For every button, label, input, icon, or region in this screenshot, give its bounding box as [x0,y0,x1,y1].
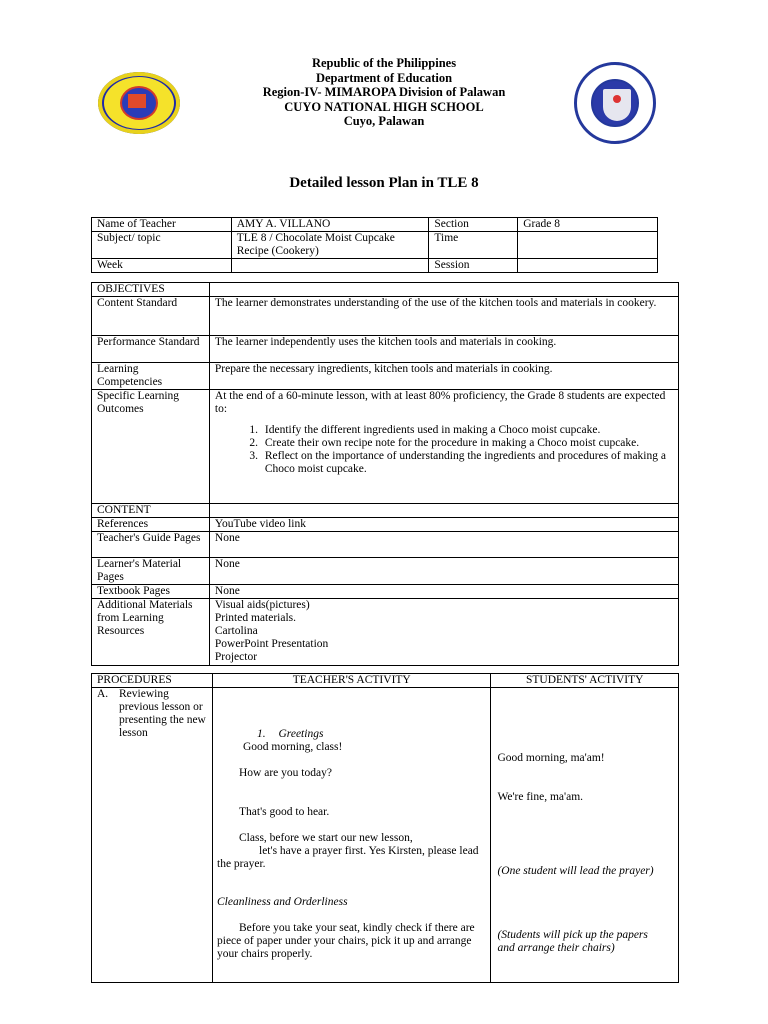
performance-standard-text: The learner independently uses the kitchen tools and materials in cooking. [209,336,678,363]
week-label: Week [92,259,232,273]
subject-label: Subject/ topic [92,232,232,259]
additional-label: Additional Materials from Learning Resources [92,599,210,666]
tb-label: Textbook Pages [92,585,210,599]
teacher-how-are-you: How are you today? [239,767,332,779]
step-letter: A. [97,688,109,700]
objectives-heading: OBJECTIVES [92,283,210,297]
lm-text: None [209,558,678,585]
students-activity-heading: STUDENTS' ACTIVITY [491,674,679,688]
outcome-item: 2. Create their own recipe note for the procedure in making a Choco moist cupcake. [261,437,673,450]
step-a-cell [92,688,213,983]
additional-item: Cartolina [214,625,258,637]
additional-item: PowerPoint Presentation [214,638,329,650]
step-label: Reviewing previous lesson or presenting the new lesson [119,688,206,739]
teacher-good-morning: Good morning, class! [243,741,343,753]
outcome-item: 1. Identify the different ingredients used in making a Choco moist cupcake. [261,424,673,437]
students-papers: (Students will pick up the papers and arrange their chairs) [497,929,648,954]
additional-item: Projector [214,651,258,663]
section-value: Grade 8 [518,218,658,232]
teacher-good-to-hear: That's good to hear. [239,806,330,818]
name-value: AMY A. VILLANO [231,218,429,232]
outcome-item: 3. Reflect on the importance of understanding the ingredients and procedures of making a Choco moist cupcake. [261,450,673,476]
tb-text: None [209,585,678,599]
teacher-prayer-line2: let's have a prayer first. Yes Kirsten, please lead the prayer. [217,845,479,870]
performance-standard-label: Performance Standard [92,336,210,363]
greetings-title: Greetings [278,728,324,740]
teacher-prayer-line1: Class, before we start our new lesson, [239,832,413,844]
competencies-text: Prepare the necessary ingredients, kitchen tools and materials in cooking. [209,363,678,390]
time-value [518,232,658,259]
additional-cell [209,599,678,666]
header-region: Region-IV- MIMAROPA Division of Palawan [262,85,506,100]
cleanliness-text: Before you take your seat, kindly check if there are piece of paper under your chairs, pick it up and arrange your chairs properly. [217,922,475,960]
students-prayer: (One student will lead the prayer) [497,865,654,877]
references-label: References [92,518,210,532]
teacher-activity-cell [213,688,491,983]
additional-item: Printed materials. [214,612,297,624]
students-activity-cell [491,688,679,983]
outcomes-list [215,424,673,476]
additional-item: Visual aids(pictures) [214,599,310,611]
content-heading: CONTENT [92,504,210,518]
session-value [518,259,658,273]
header-republic: Republic of the Philippines [311,56,457,70]
competencies-label: Learning Competencies [92,363,210,390]
lm-label: Learner's Material Pages [92,558,210,585]
objectives-content-table [91,282,679,666]
outcomes-label: Specific Learning Outcomes [92,390,210,504]
header-school: CUYO NATIONAL HIGH SCHOOL [284,99,484,114]
name-label: Name of Teacher [92,218,232,232]
time-label: Time [429,232,518,259]
students-good-morning: Good morning, ma'am! [497,752,605,764]
section-label: Section [429,218,518,232]
subject-value: TLE 8 / Chocolate Moist Cupcake Recipe (Cookery) [231,232,429,259]
document-header [0,56,768,129]
info-table [91,217,658,273]
session-label: Session [429,259,518,273]
content-standard-label: Content Standard [92,297,210,336]
cleanliness-title: Cleanliness and Orderliness [217,896,348,908]
header-department: Department of Education [315,70,453,85]
outcomes-intro: At the end of a 60-minute lesson, with at least 80% proficiency, the Grade 8 students are expected to: [214,390,666,415]
header-location: Cuyo, Palawan [343,114,425,129]
tg-text: None [209,532,678,558]
references-text: YouTube video link [209,518,678,532]
page-title: Detailed lesson Plan in TLE 8 [289,175,479,191]
teacher-activity-heading: TEACHER'S ACTIVITY [213,674,491,688]
week-value [231,259,429,273]
tg-label: Teacher's Guide Pages [92,532,210,558]
students-fine: We're fine, ma'am. [497,791,584,803]
content-standard-text: The learner demonstrates understanding of the use of the kitchen tools and materials in cookery. [209,297,678,336]
procedures-heading: PROCEDURES [92,674,213,688]
greetings-number: 1. [257,728,266,740]
outcomes-cell [209,390,678,504]
procedures-table [91,673,679,983]
